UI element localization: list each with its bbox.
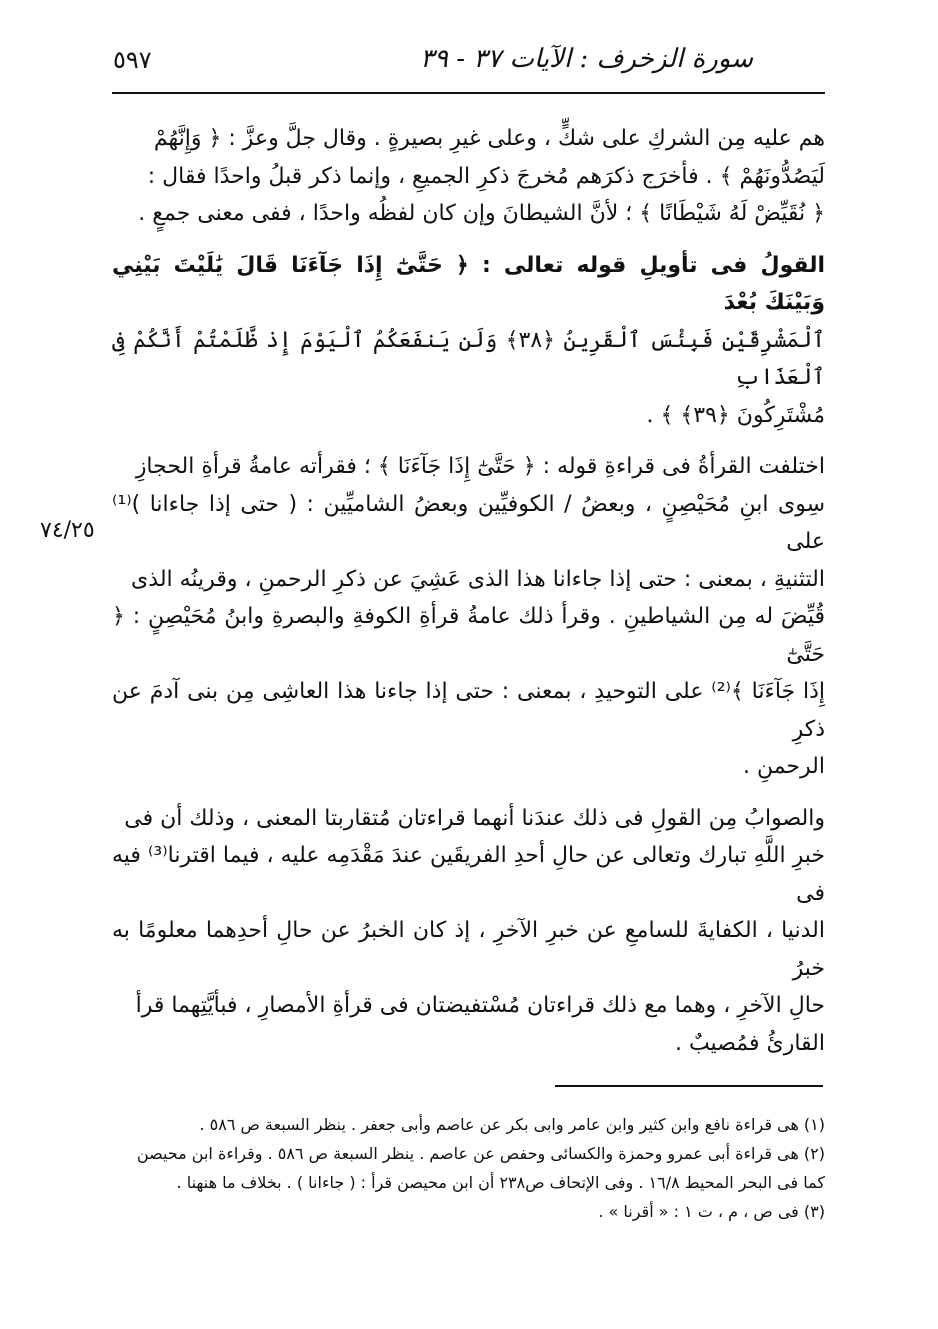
text-line: الرحمنِ . [742,754,825,779]
text-line: ٱلْمَشْرِقَيْنِ فَبِئْسَ ٱلْقَرِينُ ﴿٣٨﴾ وَلَن يَنفَعَكُمُ ٱلْيَوْمَ إِذ ظَّلَمْتُمْ أَنَّكُمْ فِى ٱلْعَذَابِ [112,327,826,390]
margin-reference: ٧٤/٢٥ [40,518,95,543]
paragraph-2 [112,247,825,435]
paragraph-1 [112,120,825,233]
paragraph-3 [112,448,825,786]
text-line: خبرِ اللَّهِ تبارك وتعالى عن حالِ أحدِ الفريقَين عندَ مَقْدَمِه عليه ، فيما اقترنا⁽³⁾ فيه فى [112,843,825,906]
text-line: والصوابُ مِن القولِ فى ذلك عندَنا أنهما قراءتان مُتقاربتا المعنى ، وذلك أن فى [124,805,825,831]
text-line: القولُ فى تأويلِ قوله تعالى : ﴿ حَتَّىٰٓ إِذَا جَآءَنَا قَالَ يَٰلَيْتَ بَيْنِي وَبَيْنَكَ بُعْدَ [112,252,825,315]
footnote-line: (٣) فى ص ، م ، ت ١ : « أقرنا » . [598,1202,825,1221]
text-line: هم عليه مِن الشركِ على شكٍّ ، وعلى غيرِ بصيرةٍ . وقال جلَّ وعزَّ : ﴿ وَإِنَّهُمْ [153,126,825,151]
footnote-line: (١) هى قراءة نافع وابن كثير وابن عامر وابى بكر عن عاصم وأبى جعفر . ينظر السبعة ص ٥٨٦ . [199,1115,825,1134]
footnote-rule [555,1085,823,1087]
body-text [112,120,825,1076]
text-line: اختلفت القرأةُ فى قراءةِ قوله : ﴿ حَتَّىٰٓ إِذَا جَآءَنَا ﴾ ؛ فقرأته عامةُ قرأةِ الحجازِ [135,454,825,479]
footnote-line: (٢) هى قراءة أبى عمرو وحمزة والكسائى وحفص عن عاصم . ينظر السبعة ص ٥٨٦ . وقراءة ابن محيصن [136,1144,825,1163]
running-head: سورة الزخرف : الآيات ٣٧ - ٣٩ [420,44,753,74]
text-line: الدنيا ، الكفايةَ للسامعِ عن خبرِ الآخرِ ، إذ كان الخبرُ عن حالِ أحدِهما معلومًا به خبرُ [112,918,825,981]
page-number: ٥٩٧ [113,46,152,74]
paragraph-4 [112,800,825,1063]
text-line: مُشْتَرِكُونَ ﴿٣٩﴾ ﴾ . [646,402,825,428]
text-line: القارئُ فمُصيبٌ . [674,1030,825,1056]
text-line: سِوى ابنِ مُحَيْصِنٍ ، وبعضُ / الكوفيِّين وبعضُ الشاميِّين : ( حتى إذا جاءانا )⁽¹⁾ على [112,491,825,554]
footnotes [112,1110,825,1226]
text-line: قُيِّضَ له مِن الشياطينِ . وقرأ ذلك عامةُ قرأةِ الكوفةِ والبصرةِ وابنُ مُحَيْصِنٍ : ﴿ حَتَّىٰٓ [112,604,825,667]
text-line: التثنيةِ ، بمعنى : حتى إذا جاءانا هذا الذى عَشِيَ عن ذكرِ الرحمنِ ، وقرينُه الذى [131,566,825,592]
text-line: ﴿ نُقَيِّضْ لَهُ شَيْطَانًا ﴾ ؛ لأنَّ الشيطانَ وإن كان لفظُه واحدًا ، ففى معنى جمعٍ . [138,201,825,226]
text-line: إِذَا جَآءَنَا ﴾⁽²⁾ على التوحيدِ ، بمعنى : حتى إذا جاءنا هذا العاشِى مِن بنى آدمَ عن ذكرِ [112,679,825,742]
header-rule [112,92,825,94]
text-line: حالِ الآخرِ ، وهما مع ذلك قراءتان مُسْتفيضتان فى قرأةِ الأمصارِ ، فبأيَّتِهما قرأ [135,993,825,1018]
text-line: لَيَصُدُّونَهُمْ ﴾ . فأخرَج ذكرَهم مُخرجَ ذكرِ الجميعِ ، وإنما ذكر قبلُ واحدًا فقال : [147,163,825,189]
footnote-line: كما فى البحر المحيط ١٦/٨ . وفى الإتحاف ص٢٣٨ أن ابن محيصن قرأ : ( جاءانا ) . بخلاف ما هنهنا . [176,1173,825,1192]
